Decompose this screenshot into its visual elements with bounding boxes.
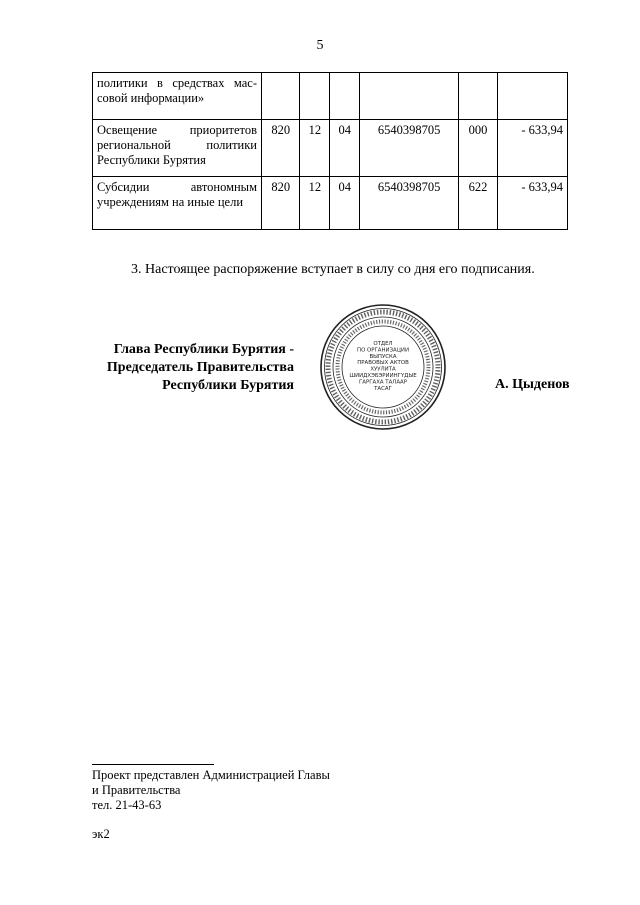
budget-table (92, 72, 568, 230)
effective-clause: 3. Настоящее распоряжение вступает в силу со дня его подписания. (131, 262, 535, 277)
signer-title (94, 341, 294, 395)
footnote (92, 768, 330, 813)
seal-text-line: ТАСАГ (374, 385, 392, 392)
footnote-line: тел. 21-43-63 (92, 798, 162, 812)
cell-amount: - 633,94 (497, 177, 567, 230)
cell-section: 12 (300, 177, 330, 230)
page-number: 5 (316, 38, 324, 53)
cell-subsection: 04 (330, 177, 360, 230)
official-seal-stamp (318, 302, 448, 432)
signer-title-line: Председатель Правительства (106, 360, 294, 375)
cell-ministry (262, 73, 300, 120)
cell-section: 12 (300, 120, 330, 177)
cell-amount (497, 73, 567, 120)
cell-subsection: 04 (330, 120, 360, 177)
signer-title-line: Республики Бурятия (162, 378, 294, 393)
table-row (93, 73, 568, 120)
cell-expense-type: 622 (459, 177, 497, 230)
cell-target-article (360, 73, 459, 120)
seal-text-line: ОТДЕЛ (373, 341, 393, 347)
cell-expense-type: 000 (459, 120, 497, 177)
row-name: Субсидии автономным учреждениям на иные цели (93, 177, 262, 230)
seal-text-line: ПРАВОВЫХ АКТОВ (357, 360, 409, 367)
document-code: эк2 (92, 827, 110, 841)
seal-text-line: ГАРГАХА ТАЛААР (359, 379, 407, 386)
row-name: Освещение приоритетов региональной политики Республики Бурятия (93, 120, 262, 177)
cell-target-article: 6540398705 (360, 177, 459, 230)
cell-expense-type (459, 73, 497, 120)
cell-target-article: 6540398705 (360, 120, 459, 177)
seal-text-line: ВЫПУСКА (369, 353, 397, 360)
row-name: политики в средствах мас-совой информации» (93, 73, 262, 120)
signer-title-line: Глава Республики Бурятия - (113, 342, 294, 357)
seal-text-line: ХУУЛИТА (370, 366, 396, 373)
table-row (93, 120, 568, 177)
footnote-divider (92, 764, 214, 765)
cell-subsection (330, 73, 360, 120)
cell-amount: - 633,94 (497, 120, 567, 177)
cell-section (300, 73, 330, 120)
seal-graphic (318, 302, 448, 432)
footnote-line: Проект представлен Администрацией Главы (92, 768, 330, 782)
signer-name: А. Цыденов (495, 377, 570, 392)
footnote-line: и Правительства (92, 783, 181, 797)
seal-text-line: ПО ОРГАНИЗАЦИИ (357, 347, 409, 354)
seal-text-line: ШИИДХЭБЭРИИНГҮДЫЕ (349, 373, 417, 379)
cell-ministry: 820 (262, 177, 300, 230)
cell-ministry: 820 (262, 120, 300, 177)
table-row (93, 177, 568, 230)
